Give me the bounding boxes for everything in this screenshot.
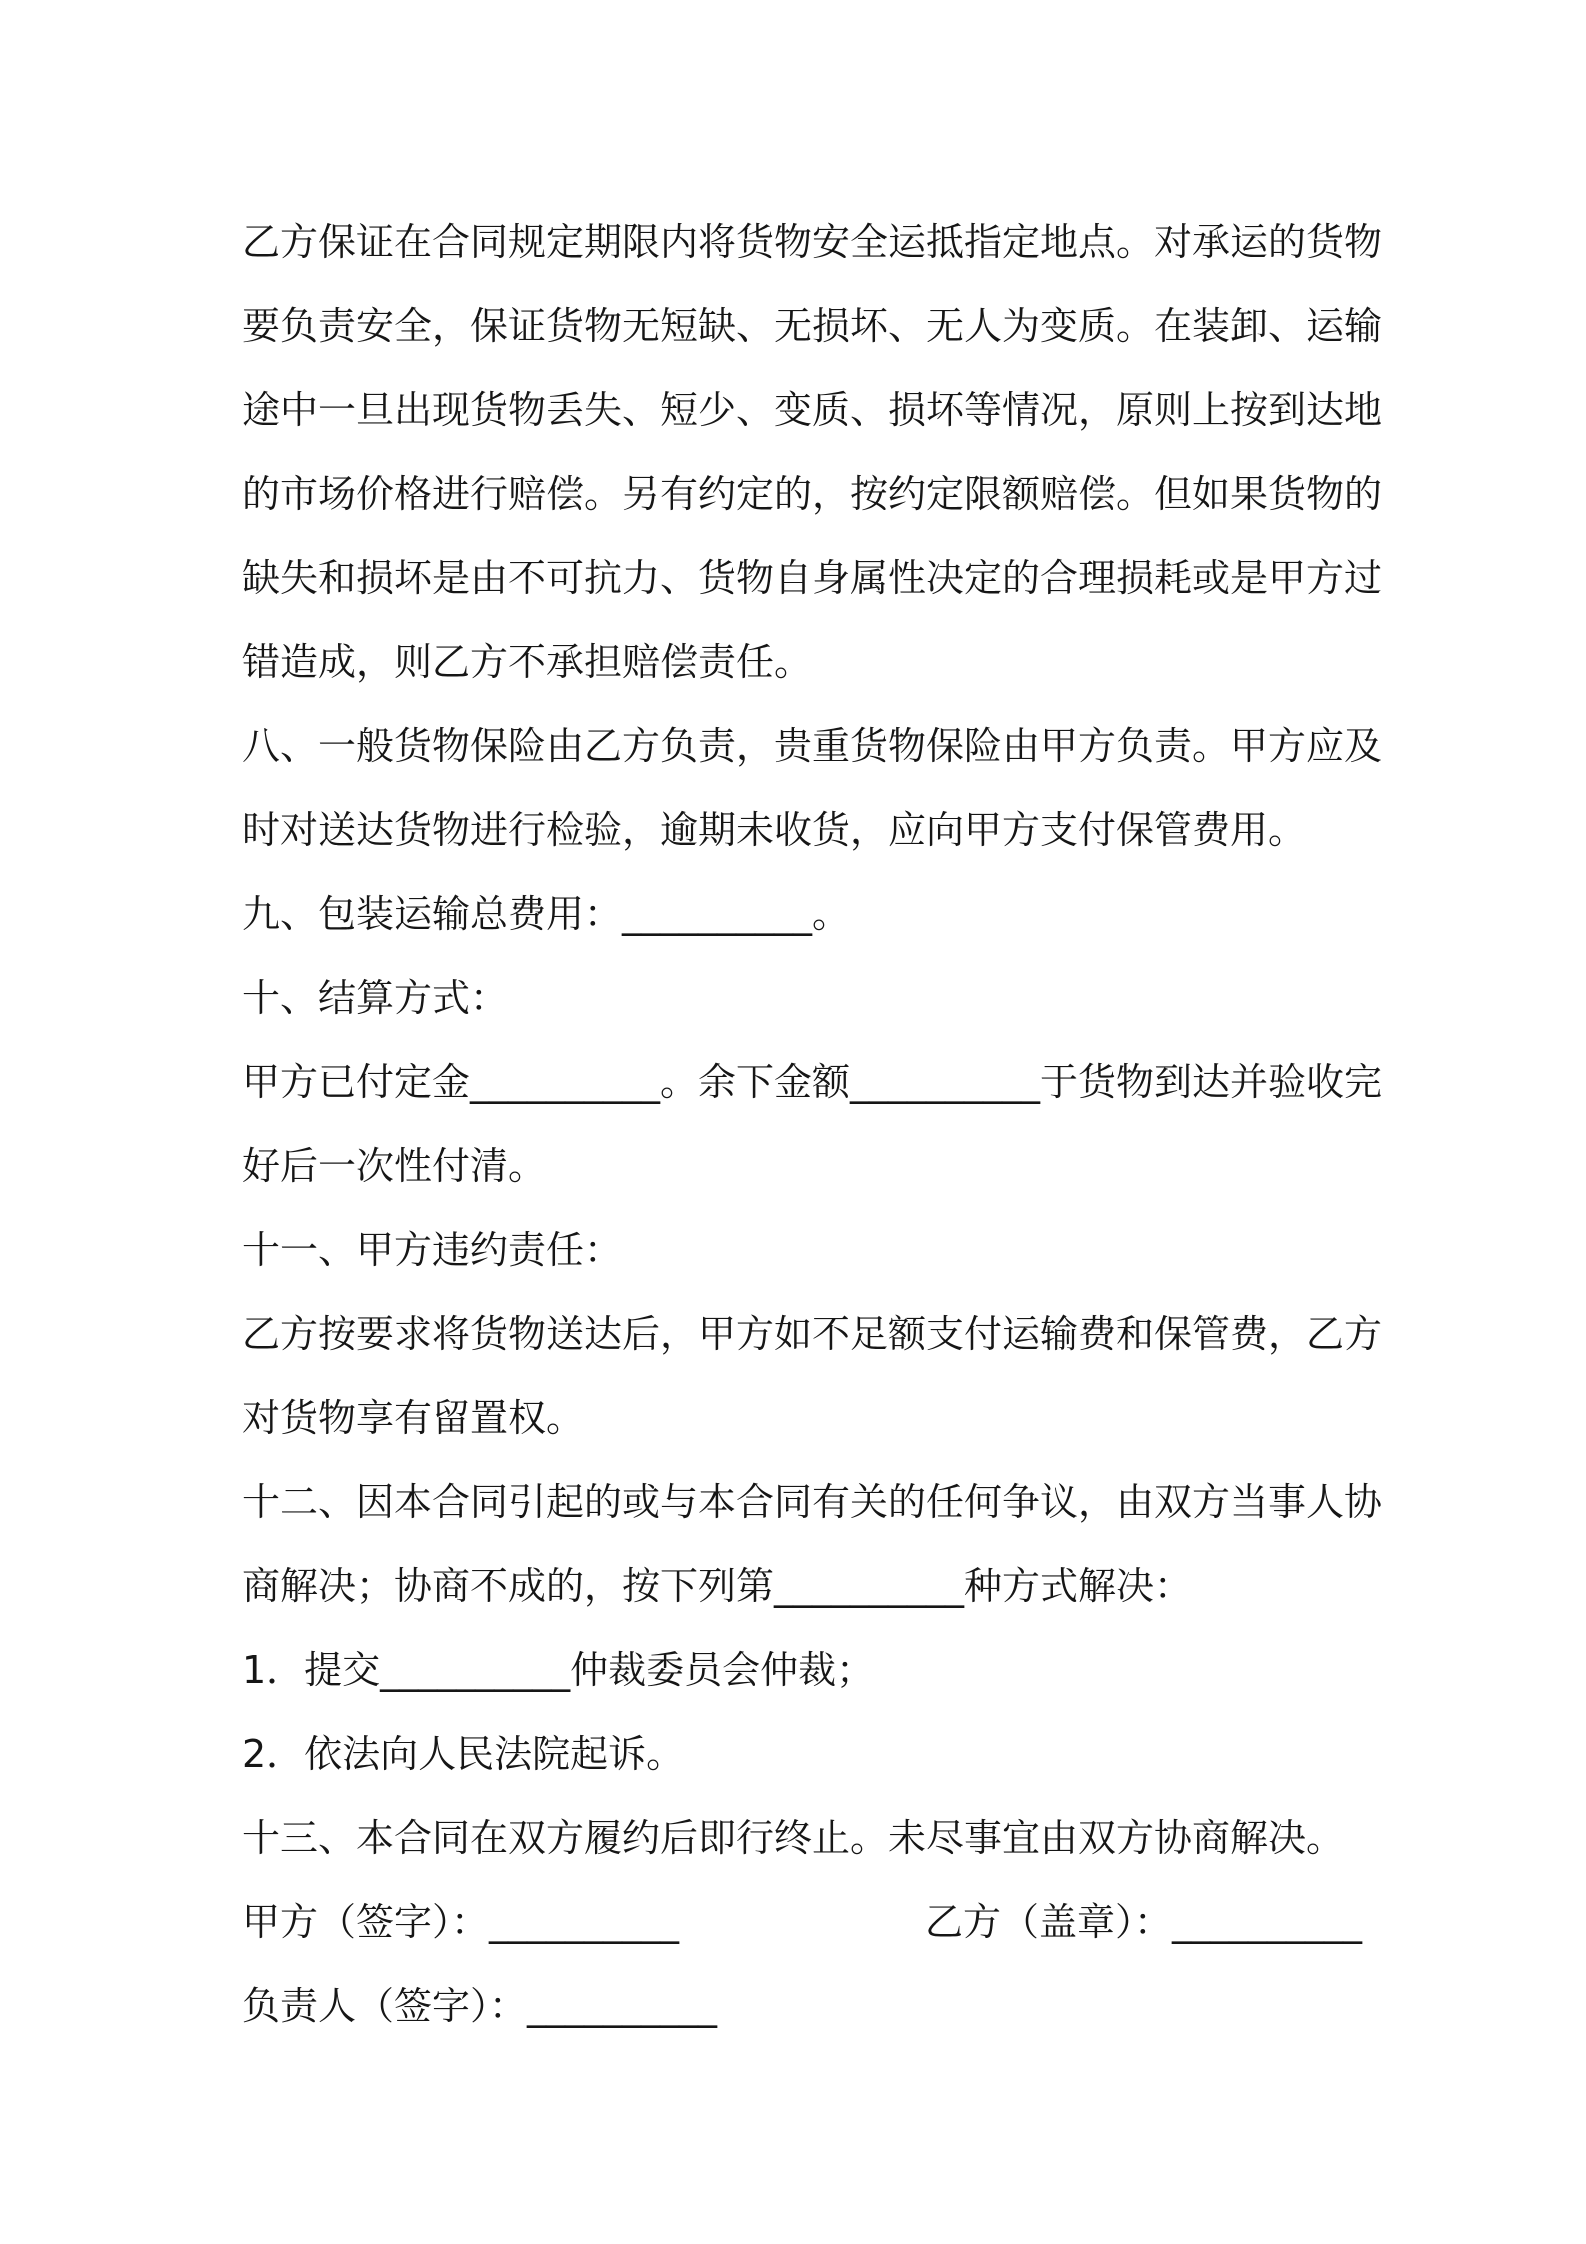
clause-12-dispute xyxy=(242,1460,1383,1628)
clause-11-liability xyxy=(242,1292,1383,1460)
text-line: 乙方保证在合同规定期限内将货物安全运抵指定地点。对承运的货物 xyxy=(242,220,1383,264)
text-line: 途中一旦出现货物丢失、短少、变质、损坏等情况，原则上按到达地 xyxy=(242,388,1383,432)
clause-9-total-fee: 九、包装运输总费用：__________。 xyxy=(242,892,851,936)
clause-10-settlement xyxy=(242,1040,1383,1208)
text-line: 好后一次性付清。 xyxy=(242,1144,547,1188)
party-a-signature: 甲方（签字）：__________ xyxy=(242,1900,680,1944)
text-line: 错造成，则乙方不承担赔偿责任。 xyxy=(242,640,813,684)
text-line: 商解决；协商不成的，按下列第__________种方式解决： xyxy=(242,1564,1193,1608)
party-b-seal: 乙方（盖章）：__________ xyxy=(924,1900,1362,1944)
signature-row xyxy=(242,1880,1362,1964)
text-line: 乙方按要求将货物送达后，甲方如不足额支付运输费和保管费，乙方 xyxy=(242,1312,1383,1356)
text-line: 八、一般货物保险由乙方负责，贵重货物保险由甲方负责。甲方应及 xyxy=(242,724,1383,768)
dispute-option-arbitration: 1．提交__________仲裁委员会仲裁； xyxy=(242,1648,875,1692)
clause-11-title: 十一、甲方违约责任： xyxy=(242,1228,623,1272)
text-line: 甲方已付定金__________。余下金额__________于货物到达并验收完 xyxy=(242,1060,1383,1104)
dispute-option-court: 2．依法向人民法院起诉。 xyxy=(242,1732,685,1776)
clause-13-termination: 十三、本合同在双方履约后即行终止。未尽事宜由双方协商解决。 xyxy=(242,1816,1345,1860)
text-line: 对货物享有留置权。 xyxy=(242,1396,585,1440)
text-line: 的市场价格进行赔偿。另有约定的，按约定限额赔偿。但如果货物的 xyxy=(242,472,1383,516)
responsible-person-signature: 负责人（签字）：__________ xyxy=(242,1984,718,2028)
clause-liability xyxy=(242,200,1383,704)
contract-body xyxy=(242,200,1383,2048)
clause-10-title: 十、结算方式： xyxy=(242,976,509,1020)
text-line: 要负责安全，保证货物无短缺、无损坏、无人为变质。在装卸、运输 xyxy=(242,304,1383,348)
clause-8-insurance xyxy=(242,704,1383,872)
text-line: 十二、因本合同引起的或与本合同有关的任何争议，由双方当事人协 xyxy=(242,1480,1383,1524)
text-line: 时对送达货物进行检验，逾期未收货，应向甲方支付保管费用。 xyxy=(242,808,1307,852)
text-line: 缺失和损坏是由不可抗力、货物自身属性决定的合理损耗或是甲方过 xyxy=(242,556,1383,600)
